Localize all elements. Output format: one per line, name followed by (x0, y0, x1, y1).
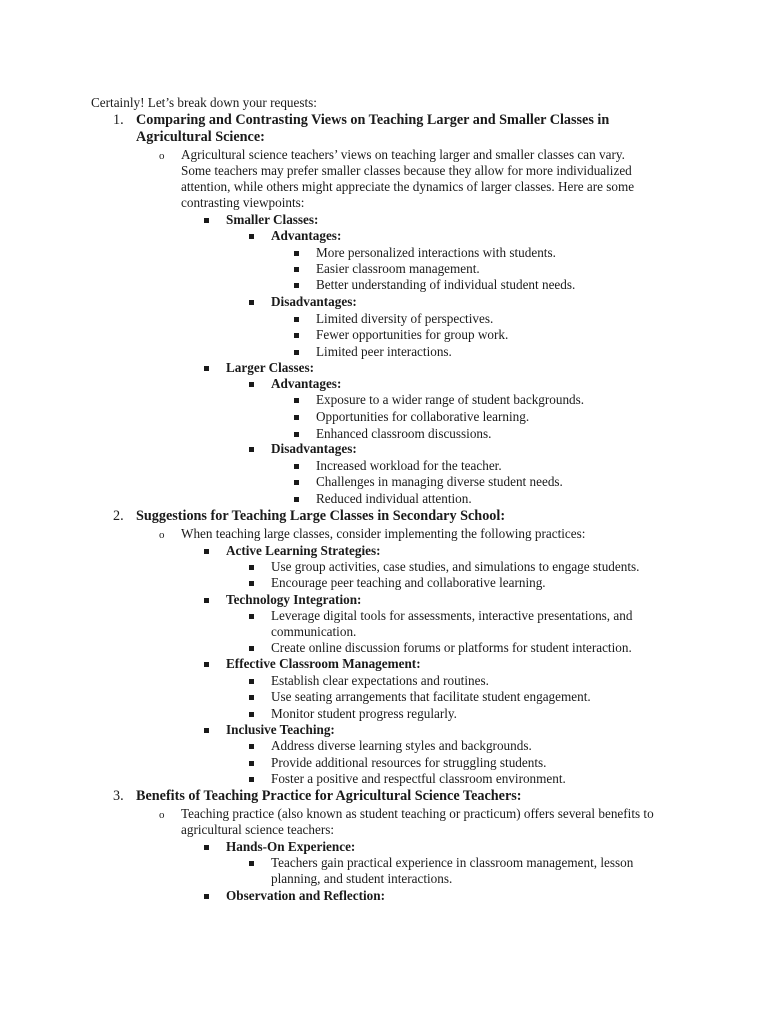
list-item: Use group activities, case studies, and simulations to engage students. (271, 559, 640, 574)
bullet-square (249, 614, 254, 619)
larger-classes-heading: Larger Classes: (226, 360, 315, 375)
list-item: Provide additional resources for struggling students. (271, 755, 547, 770)
bullet-square (294, 350, 299, 355)
bullet-square (249, 761, 254, 766)
list-item: Better understanding of individual student needs. (316, 277, 576, 292)
bullet-square (294, 497, 299, 502)
bullet-square (294, 432, 299, 437)
section-2-intro: When teaching large classes, consider implementing the following practices: (181, 526, 586, 541)
observation-heading: Observation and Reflection: (226, 888, 385, 903)
bullet-square (249, 646, 254, 651)
bullet-square (294, 317, 299, 322)
bullet-square (204, 218, 209, 223)
section-1-paragraph-line: attention, while others might appreciate the dynamics of larger classes. Here are some (181, 179, 635, 194)
bullet-square (294, 333, 299, 338)
bullet-square (249, 581, 254, 586)
bullet-square (294, 480, 299, 485)
bullet-square (249, 744, 254, 749)
smaller-classes-heading: Smaller Classes: (226, 212, 319, 227)
bullet-square (249, 679, 254, 684)
list-item: Exposure to a wider range of student backgrounds. (316, 392, 585, 407)
list-item: Limited peer interactions. (316, 344, 452, 359)
list-item: Leverage digital tools for assessments, interactive presentations, and (271, 608, 633, 623)
list-item-continuation: planning, and student interactions. (271, 871, 453, 886)
bullet-square (294, 283, 299, 288)
section-3-number: 3. (113, 788, 124, 804)
bullet-square (204, 662, 209, 667)
smaller-advantages-heading: Advantages: (271, 228, 342, 243)
bullet-square (204, 728, 209, 733)
list-item: Reduced individual attention. (316, 491, 472, 506)
section-1-title-line-2: Agricultural Science: (136, 129, 265, 145)
list-item: Enhanced classroom discussions. (316, 426, 492, 441)
bullet-square (249, 300, 254, 305)
list-item: Fewer opportunities for group work. (316, 327, 509, 342)
list-item: Address diverse learning styles and backgrounds. (271, 738, 532, 753)
sub-bullet-marker: o (159, 809, 165, 821)
bullet-square (249, 565, 254, 570)
bullet-square (249, 695, 254, 700)
sub-bullet-marker: o (159, 150, 165, 162)
bullet-square (294, 398, 299, 403)
bullet-square (204, 845, 209, 850)
list-item: Establish clear expectations and routines. (271, 673, 489, 688)
list-item: Challenges in managing diverse student needs. (316, 474, 563, 489)
section-2-title: Suggestions for Teaching Large Classes in Secondary School: (136, 508, 506, 524)
section-3-paragraph-line: agricultural science teachers: (181, 822, 335, 837)
bullet-square (204, 549, 209, 554)
list-item: Create online discussion forums or platforms for student interaction. (271, 640, 632, 655)
bullet-square (249, 447, 254, 452)
section-1-paragraph-line: contrasting viewpoints: (181, 195, 305, 210)
list-item: More personalized interactions with students. (316, 245, 556, 260)
section-1-paragraph-line: Agricultural science teachers’ views on teaching larger and smaller classes can vary. (181, 147, 625, 162)
list-item: Easier classroom management. (316, 261, 480, 276)
section-1-title-line-1: Comparing and Contrasting Views on Teaching Larger and Smaller Classes in (136, 112, 610, 128)
list-item-continuation: communication. (271, 624, 357, 639)
active-learning-heading: Active Learning Strategies: (226, 543, 381, 558)
smaller-disadvantages-heading: Disadvantages: (271, 294, 357, 309)
list-item: Monitor student progress regularly. (271, 706, 457, 721)
section-3-title: Benefits of Teaching Practice for Agricultural Science Teachers: (136, 788, 522, 804)
list-item: Use seating arrangements that facilitate student engagement. (271, 689, 591, 704)
inclusive-teaching-heading: Inclusive Teaching: (226, 722, 335, 737)
technology-heading: Technology Integration: (226, 592, 362, 607)
bullet-square (249, 861, 254, 866)
section-2-number: 2. (113, 508, 124, 524)
bullet-square (249, 382, 254, 387)
intro-line: Certainly! Let’s break down your requests: (91, 95, 317, 110)
list-item: Opportunities for collaborative learning. (316, 409, 530, 424)
bullet-square (249, 777, 254, 782)
list-item: Increased workload for the teacher. (316, 458, 502, 473)
list-item: Teachers gain practical experience in classroom management, lesson (271, 855, 634, 870)
larger-disadvantages-heading: Disadvantages: (271, 441, 357, 456)
bullet-square (294, 251, 299, 256)
bullet-square (294, 464, 299, 469)
bullet-square (204, 366, 209, 371)
sub-bullet-marker: o (159, 529, 165, 541)
bullet-square (204, 598, 209, 603)
section-1-number: 1. (113, 112, 124, 128)
bullet-square (249, 712, 254, 717)
list-item: Limited diversity of perspectives. (316, 311, 494, 326)
larger-advantages-heading: Advantages: (271, 376, 342, 391)
bullet-square (204, 894, 209, 899)
section-1-paragraph-line: Some teachers may prefer smaller classes because they allow for more individualized (181, 163, 632, 178)
bullet-square (294, 415, 299, 420)
bullet-square (249, 234, 254, 239)
list-item: Foster a positive and respectful classroom environment. (271, 771, 566, 786)
bullet-square (294, 267, 299, 272)
classroom-management-heading: Effective Classroom Management: (226, 656, 421, 671)
hands-on-heading: Hands-On Experience: (226, 839, 356, 854)
list-item: Encourage peer teaching and collaborative learning. (271, 575, 546, 590)
section-3-paragraph-line: Teaching practice (also known as student teaching or practicum) offers several benefits to (181, 806, 654, 821)
